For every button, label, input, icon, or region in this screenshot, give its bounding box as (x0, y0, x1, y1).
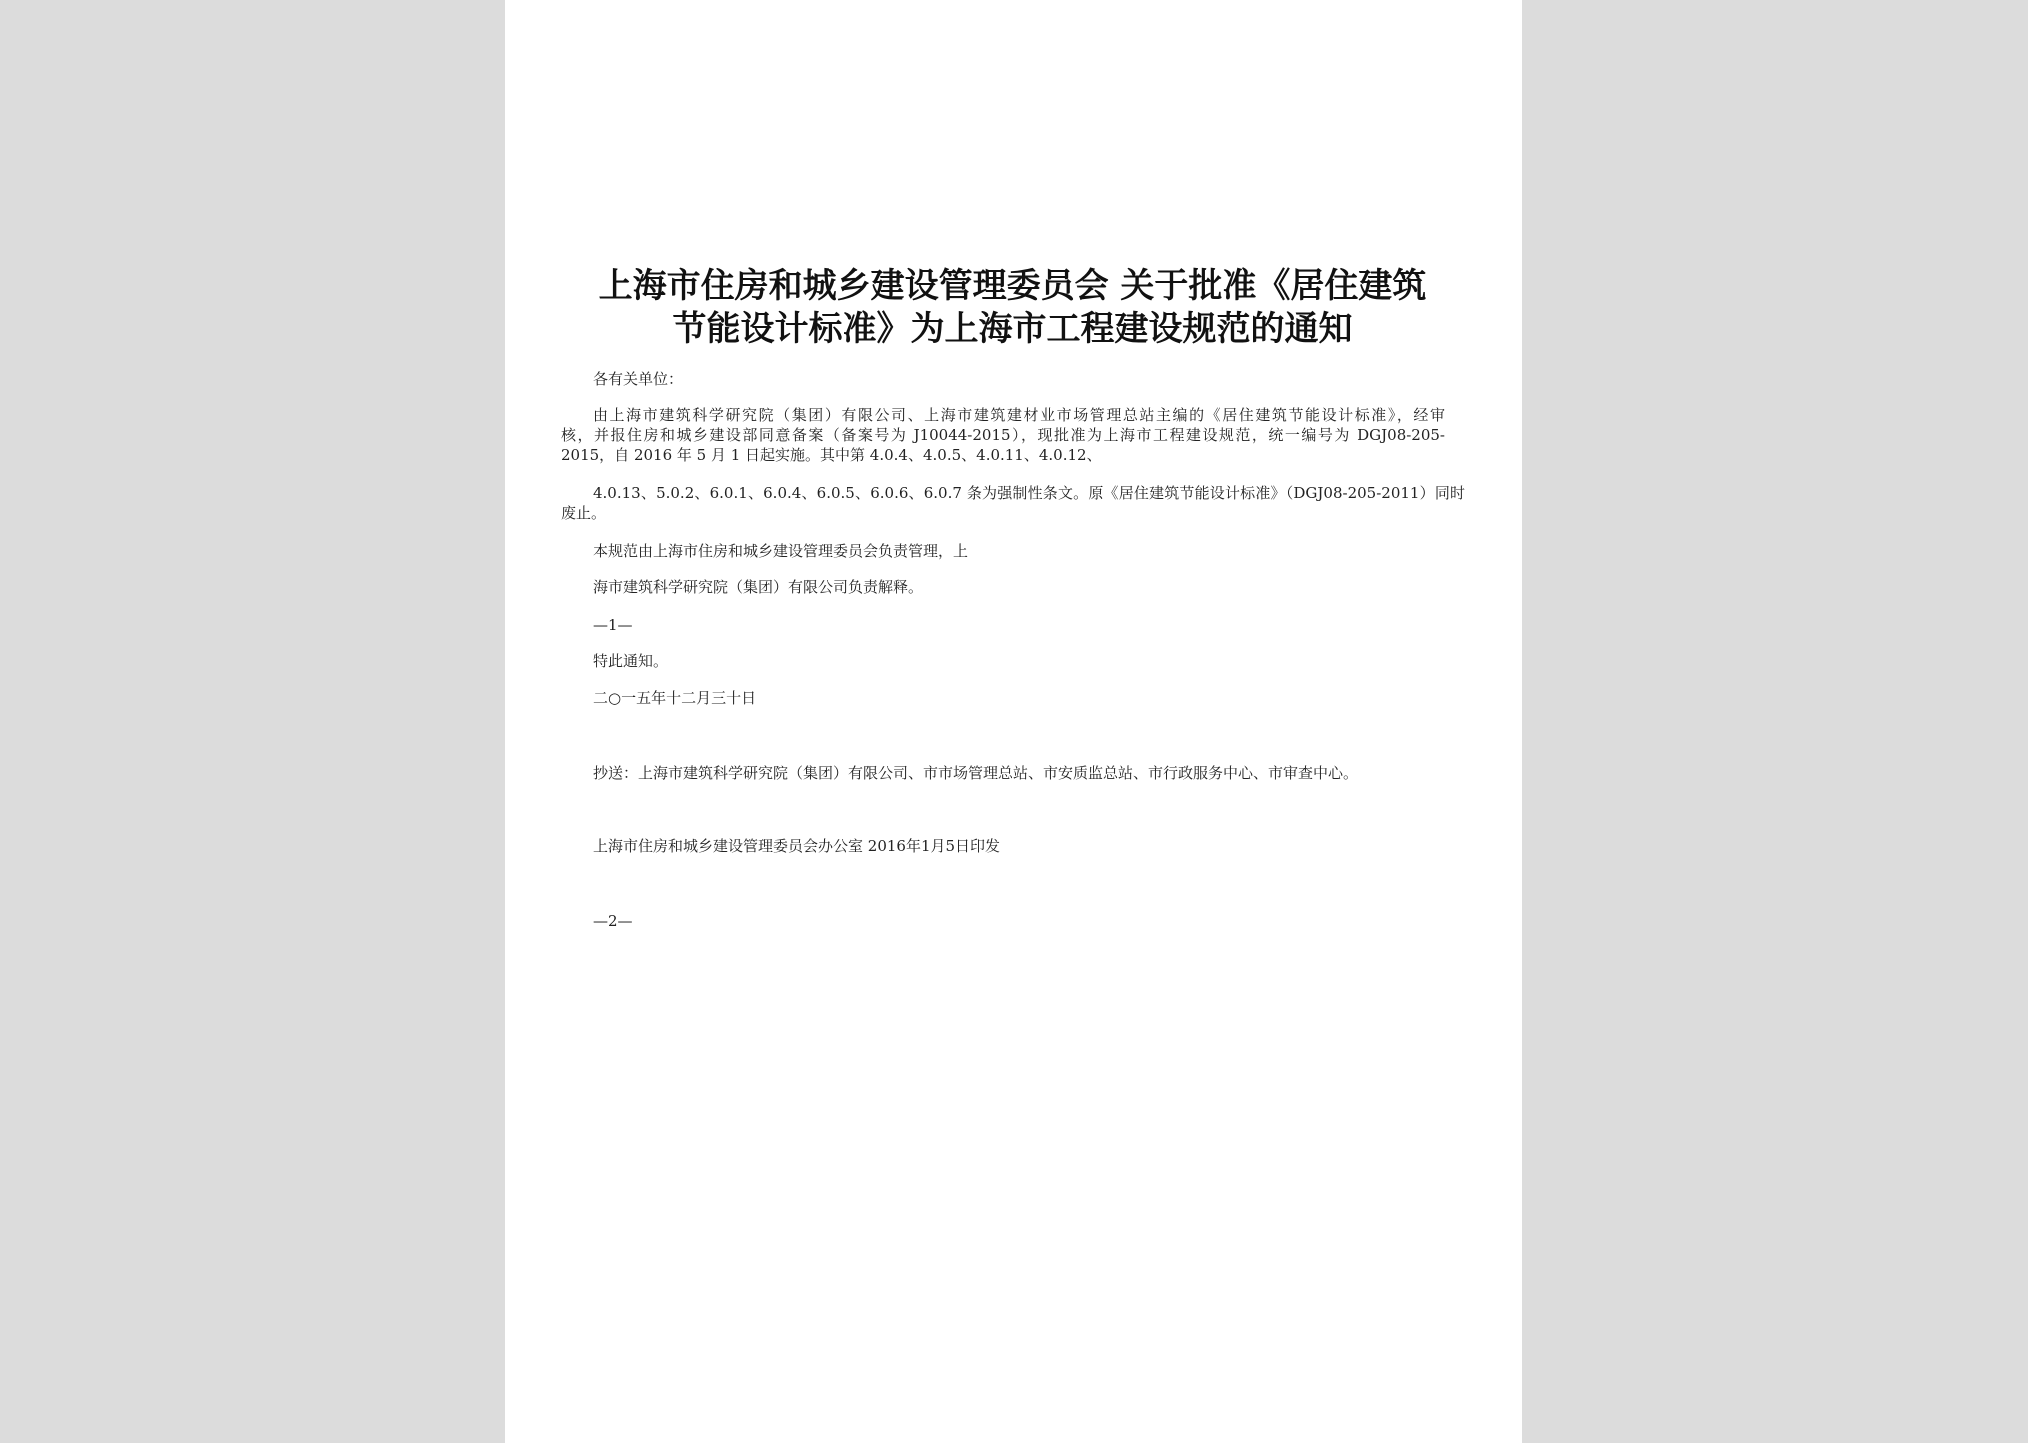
paragraph-1-line-1: 由上海市建筑科学研究院（集团）有限公司、上海市建筑建材业市场管理总站主编的《居住建筑节能设计标准》，经审 (593, 406, 1445, 424)
paragraph-3-line-1: 本规范由上海市住房和城乡建设管理委员会负责管理，上 (593, 542, 969, 560)
document-title-line-2: 节能设计标准》为上海市工程建设规范的通知 (672, 309, 1353, 349)
cc-list: 抄送：上海市建筑科学研究院（集团）有限公司、市市场管理总站、市安质监总站、市行政服务中心、市审查中心。 (593, 764, 1359, 782)
paragraph-3-line-2: 海市建筑科学研究院（集团）有限公司负责解释。 (593, 578, 924, 596)
page-number-1: —1— (593, 616, 633, 634)
page-number-2: —2— (593, 912, 633, 930)
document-page (505, 0, 1522, 1443)
paragraph-1-line-3: 2015，自 2016 年 5 月 1 日起实施。其中第 4.0.4、4.0.5、4.0.11、4.0.12、 (561, 446, 1102, 464)
salutation: 各有关单位： (593, 370, 684, 388)
paragraph-2-line-2: 废止。 (561, 504, 607, 522)
issued-line: 上海市住房和城乡建设管理委员会办公室 2016年1月5日印发 (593, 837, 1001, 855)
document-title-line-1: 上海市住房和城乡建设管理委员会 关于批准《居住建筑 (598, 266, 1427, 306)
paragraph-2-line-1: 4.0.13、5.0.2、6.0.1、6.0.4、6.0.5、6.0.6、6.0.7 条为强制性条文。原《居住建筑节能设计标准》（DGJ08-205-2011）同时 (593, 484, 1465, 502)
paragraph-1-line-2: 核，并报住房和城乡建设部同意备案（备案号为 J10044-2015），现批准为上海市工程建设规范，统一编号为 DGJ08-205- (561, 426, 1445, 444)
document-date: 二○一五年十二月三十日 (593, 689, 757, 707)
closing-statement: 特此通知。 (593, 652, 669, 670)
